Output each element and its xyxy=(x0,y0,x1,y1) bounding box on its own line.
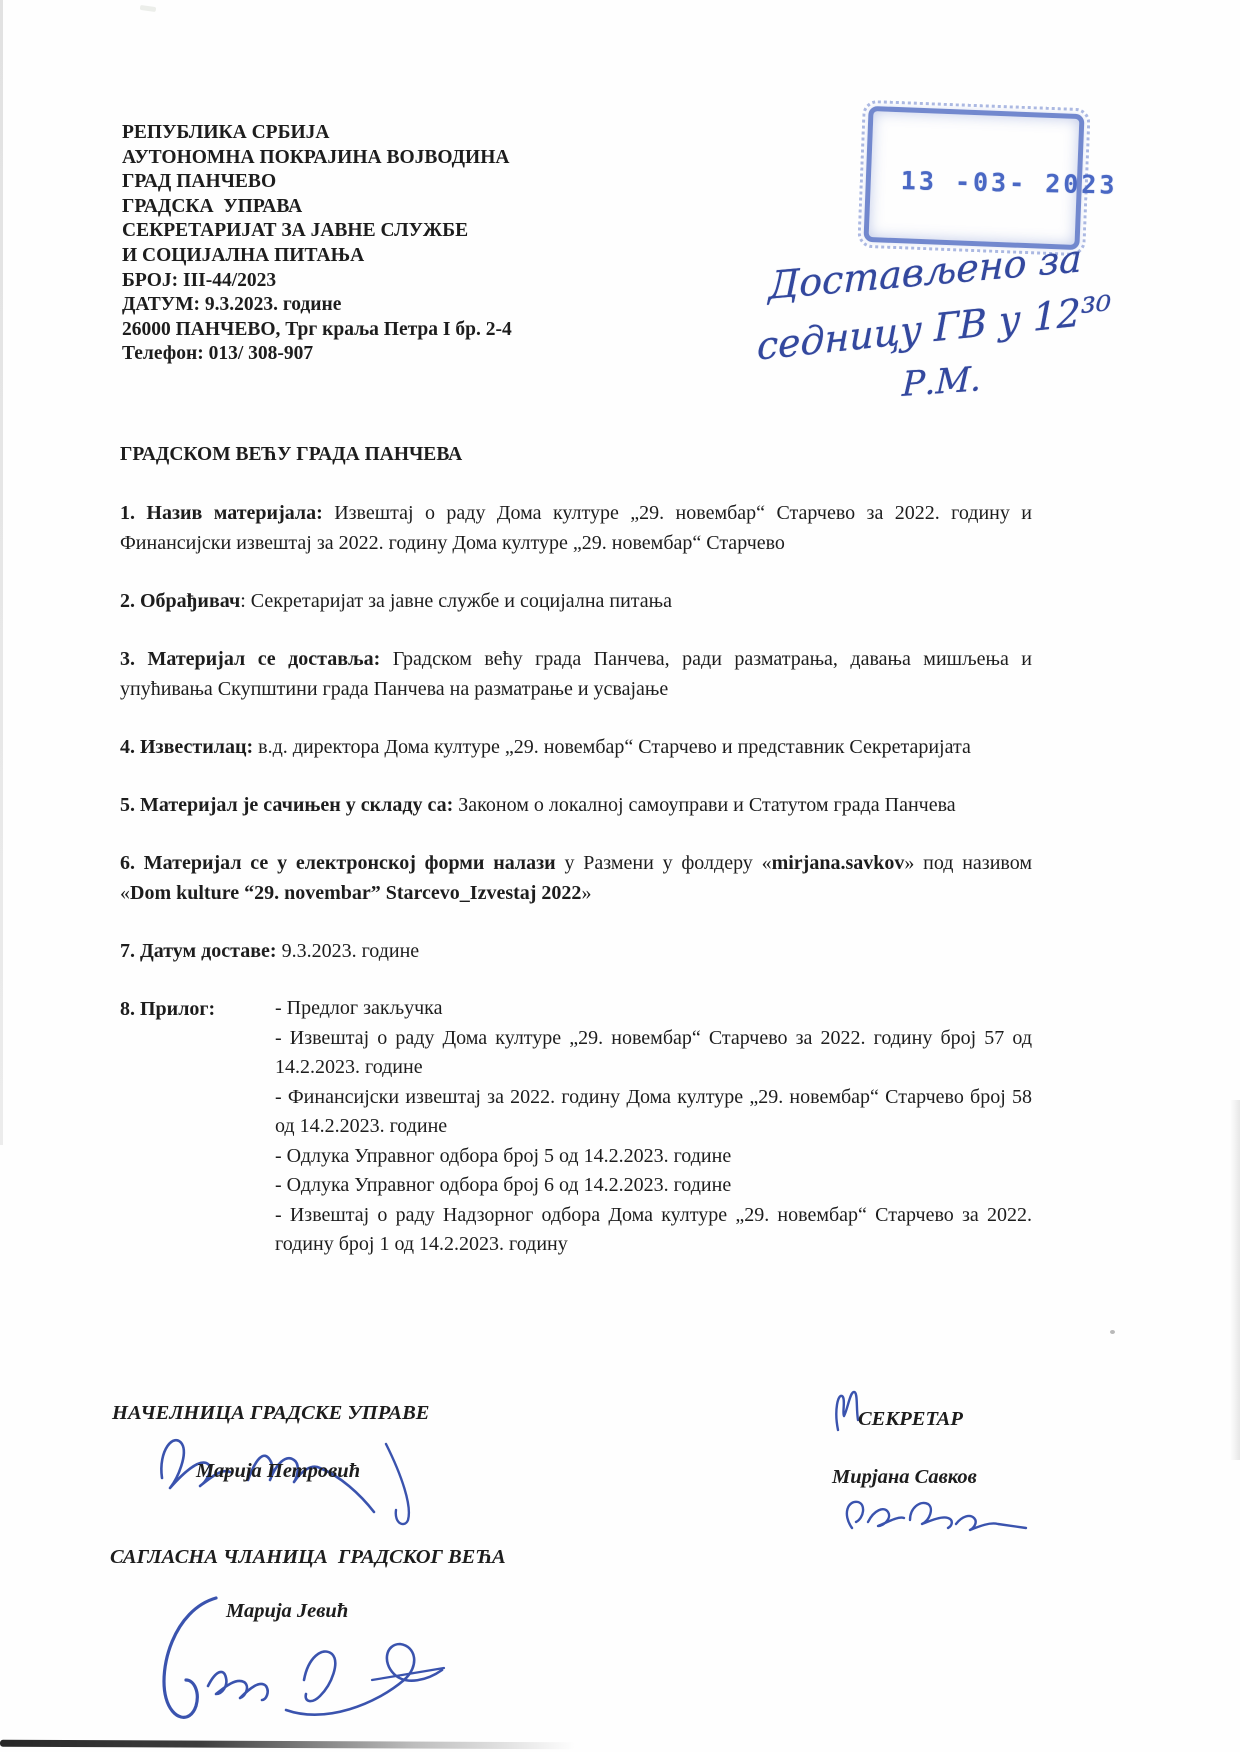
document-body xyxy=(120,440,1032,1260)
handwritten-note-line1: Достављено за xyxy=(768,236,1083,308)
agree-member-name: Марија Јевић xyxy=(226,1600,349,1622)
attachment-item: - Одлука Управног одбора број 5 од 14.2.2023. године xyxy=(275,1144,732,1167)
scan-bottom-line xyxy=(0,1740,575,1750)
item-paragraph-5: 5. Материјал је сачињен у складу са: Законом о локалној самоуправи и Статутом града Панчева xyxy=(120,794,956,816)
items xyxy=(120,498,1032,966)
letterhead xyxy=(122,121,512,367)
handwritten-note-line2: седницу ГВ у 12³⁰ xyxy=(756,287,1112,369)
attachment-item: - Извештај о раду Надзорног одбора Дома културе „29. новембар“ Старчево за 2022. годину број 1 од 14.2.2023. годину xyxy=(275,1203,1032,1255)
letterhead-line: ГРАД ПАНЧЕВО xyxy=(122,171,277,193)
item-paragraph-7: 7. Датум доставе: 9.3.2023. године xyxy=(120,940,420,962)
letterhead-line: ГРАДСКА УПРАВА xyxy=(122,195,303,217)
letterhead-line: СЕКРЕТАРИЈАТ ЗА ЈАВНЕ СЛУЖБЕ xyxy=(122,220,469,242)
attachment-item: - Финансијски извештај за 2022. годину Дома културе „29. новембар“ Старчево број 58 од 14.2.2023. године xyxy=(275,1085,1032,1137)
left-signer-name: Марија Петровић xyxy=(196,1460,361,1482)
scan-speck xyxy=(1110,1330,1115,1334)
left-signer-title: НАЧЕЛНИЦА ГРАДСКЕ УПРАВЕ xyxy=(112,1402,430,1424)
stamp-date: 13 -03- 2023 xyxy=(900,166,1118,200)
letterhead-line: БРОЈ: III-44/2023 xyxy=(122,269,277,291)
item-paragraph-4: 4. Известилац: в.д. директора Дома културе „29. новембар“ Старчево и представник Секретаријата xyxy=(120,736,971,758)
scan-edge-right xyxy=(1230,1100,1240,1460)
item-paragraph-3: 3. Материјал се доставља: Градском већу града Панчева, ради разматрања, давања мишљења и упућивања Скупштини града Панчева на разматрање и усвајање xyxy=(120,648,1032,700)
attachments-block xyxy=(120,994,1032,1260)
right-signer-title: СЕКРЕТАР xyxy=(858,1408,963,1430)
right-signer-name: Мирјана Савков xyxy=(832,1466,977,1488)
addressee-line: ГРАДСКОМ ВЕЋУ ГРАДА ПАНЧЕВА xyxy=(120,444,463,465)
letterhead-line: 26000 ПАНЧЕВО, Трг краља Петра I бр. 2-4 xyxy=(122,318,512,340)
agree-member-title: САГЛАСНА ЧЛАНИЦА ГРАДСКОГ ВЕЋА xyxy=(110,1546,506,1568)
scan-edge-left xyxy=(0,0,3,1145)
attachment-item: - Извештај о раду Дома културе „29. новембар“ Старчево за 2022. годину број 57 од 14.2.2023. године xyxy=(275,1026,1032,1078)
item-paragraph-1: 1. Назив материјала: Извештај о раду Дома културе „29. новембар“ Старчево за 2022. годину и Финансијски извештај за 2022. годину Дома културе „29. новембар“ Старчево xyxy=(120,502,1032,554)
attachment-item: - Предлог закључка xyxy=(275,997,443,1019)
attachments-list xyxy=(275,994,1032,1260)
attachments-label: 8. Прилог: xyxy=(120,998,216,1020)
attachment-item: - Одлука Управног одбора број 6 од 14.2.2023. године xyxy=(275,1174,732,1196)
letterhead-line: РЕПУБЛИКА СРБИЈА xyxy=(122,122,330,143)
letterhead-line: АУТОНОМНА ПОКРАЈИНА ВОЈВОДИНА xyxy=(122,146,510,168)
item-paragraph-6: 6. Материјал се у електронској форми налази у Размени у фолдеру «mirjana.savkov» под називом «Dom kulture “29. novembar” Starcevo_Izvestaj 2022» xyxy=(120,852,1032,904)
letterhead-line: ДАТУМ: 9.3.2023. године xyxy=(122,294,342,316)
date-received-stamp xyxy=(863,106,1118,250)
savkov-signature xyxy=(838,1492,1033,1540)
scan-speck xyxy=(140,5,157,12)
letterhead-line: Телефон: 013/ 308-907 xyxy=(122,343,314,365)
item-paragraph-2: 2. Обрађивач: Секретаријат за јавне службе и социјална питања xyxy=(120,590,673,612)
handwritten-initials: Р.М. xyxy=(901,359,982,405)
letterhead-line: И СОЦИЈАЛНА ПИТАЊА xyxy=(122,244,365,266)
jevic-signature xyxy=(136,1582,456,1732)
